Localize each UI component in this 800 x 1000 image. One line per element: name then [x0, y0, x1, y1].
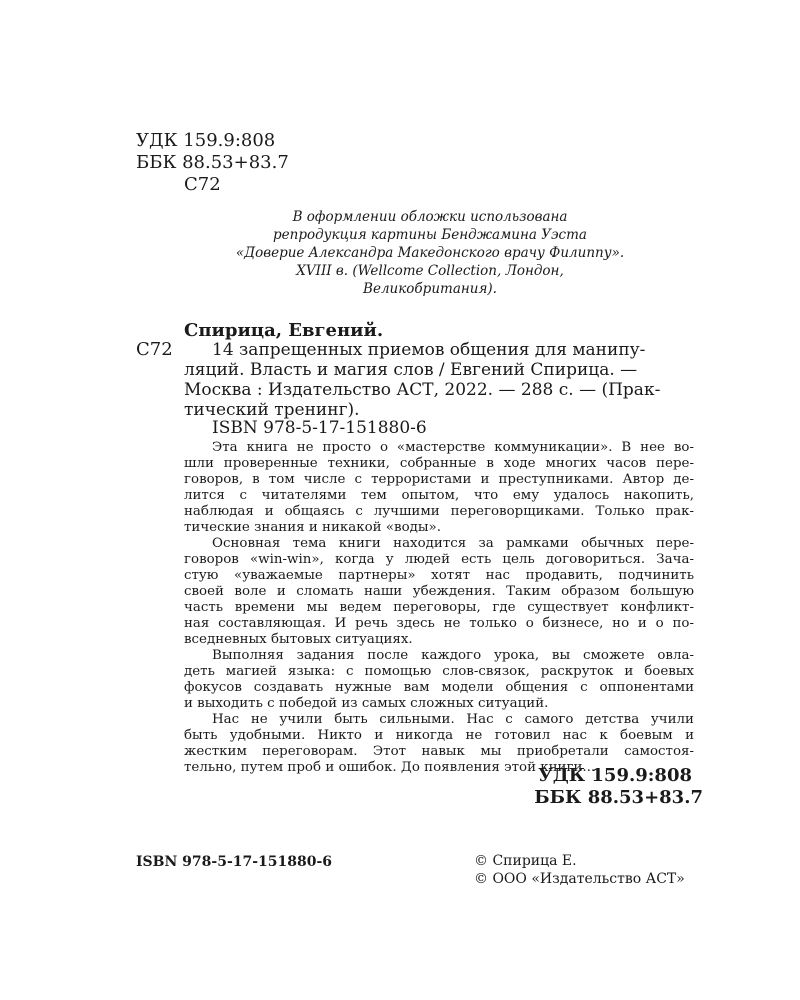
annotation-paragraph	[184, 536, 694, 648]
annotation-line: и выходить с победой из самых сложных ситуаций.	[184, 696, 549, 711]
annotation-paragraph	[184, 440, 694, 536]
annotation-line: Эта книга не просто о «мастерстве коммуникации». В нее во-	[212, 440, 694, 455]
annotation-line: лится с читателями тем опытом, что ему удалось накопить,	[184, 488, 694, 503]
bibliographic-line: ляций. Власть и магия слов / Евгений Спирица. —	[184, 360, 638, 380]
annotation-line: Основная тема книги находится за рамками обычных пере-	[212, 536, 694, 551]
annotation-line: часть времени мы ведем переговоры, где существует конфликт-	[184, 600, 694, 615]
author-mark-side: С72	[136, 339, 173, 360]
annotation-paragraph	[184, 648, 694, 712]
bibliographic-line: Москва : Издательство АСТ, 2022. — 288 с. — (Прак-	[184, 380, 661, 400]
cover-credit-note	[200, 208, 660, 298]
annotation-line: тельно, путем проб и ошибок. До появления этой книги...	[184, 760, 596, 775]
copyright-publisher: © ООО «Издательство АСТ»	[474, 871, 685, 887]
udk-code-bottom: УДК 159.9:808	[538, 765, 692, 786]
annotation	[184, 440, 694, 776]
cover-credit-line: XVIII в. (Wellcome Collection, Лондон,	[296, 263, 564, 279]
udk-code-top: УДК 159.9:808	[136, 130, 276, 151]
isbn-footer: ISBN 978-5-17-151880-6	[136, 854, 333, 870]
annotation-line: ная составляющая. И речь здесь не только о бизнесе, но и о по-	[184, 616, 694, 631]
annotation-line: говоров «win-win», когда у людей есть цель договориться. Зача-	[184, 552, 694, 567]
annotation-line: шли проверенные техники, собранные в ходе многих часов пере-	[184, 456, 694, 471]
bibliographic-line: тический тренинг).	[184, 400, 360, 420]
annotation-line: стую «уважаемые партнеры» хотят нас продавить, подчинить	[184, 568, 694, 583]
copyright-author: © Спирица Е.	[474, 853, 577, 869]
cover-credit-line: Великобритания).	[363, 281, 497, 297]
annotation-line: наблюдая и общаясь с лучшими переговорщиками. Только прак-	[184, 504, 694, 519]
annotation-line: Выполняя задания после каждого урока, вы сможете овла-	[212, 648, 694, 663]
author-mark-top: С72	[184, 174, 221, 195]
annotation-line: деть магией языка: с помощью слов-связок, раскруток и боевых	[184, 664, 694, 679]
annotation-line: своей воле и сломать наши убеждения. Таким образом большую	[184, 584, 694, 599]
author-heading: Спирица, Евгений.	[184, 320, 384, 341]
annotation-line: вседневных бытовых ситуациях.	[184, 632, 413, 647]
bbk-code-top: ББК 88.53+83.7	[136, 152, 289, 173]
annotation-line: говоров, в том числе с террористами и преступниками. Автор де-	[184, 472, 694, 487]
cover-credit-line: В оформлении обложки использована	[292, 209, 568, 225]
bibliographic-line: 14 запрещенных приемов общения для манипу-	[212, 340, 646, 360]
bibliographic-description	[184, 340, 694, 420]
annotation-line: Нас не учили быть сильными. Нас с самого детства учили	[212, 712, 694, 727]
bbk-code-bottom: ББК 88.53+83.7	[534, 787, 703, 808]
cover-credit-line: «Доверие Александра Македонского врачу Филиппу».	[235, 245, 625, 261]
annotation-line: тические знания и никакой «воды».	[184, 520, 441, 535]
cover-credit-line: репродукция картины Бенджамина Уэста	[273, 227, 587, 243]
annotation-line: фокусов создавать нужные вам модели общения с оппонентами	[184, 680, 694, 695]
annotation-line: жестким переговорам. Этот навык мы приобретали самостоя-	[184, 744, 694, 759]
annotation-line: быть удобными. Никто и никогда не готовил нас к боевым и	[184, 728, 694, 743]
isbn-entry: ISBN 978-5-17-151880-6	[212, 418, 427, 438]
